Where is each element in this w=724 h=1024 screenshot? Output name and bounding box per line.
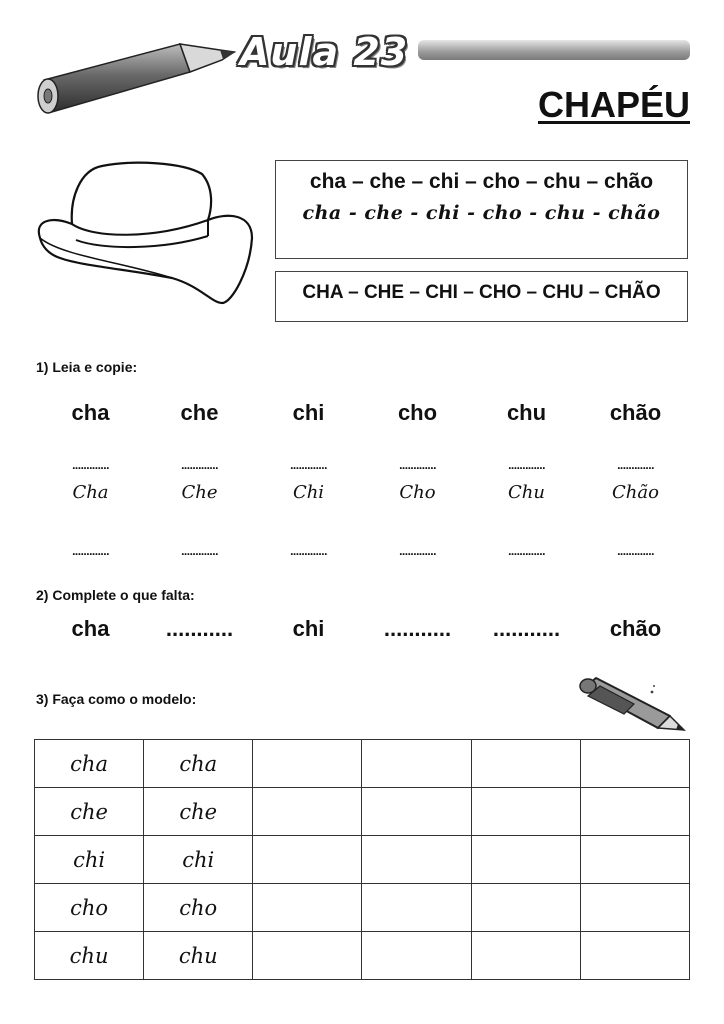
table-row: [35, 836, 690, 884]
model-cell: cha: [35, 740, 144, 788]
lowercase-syllables-box: [275, 160, 688, 259]
empty-cell[interactable]: [362, 788, 471, 836]
model-cell: che: [144, 788, 253, 836]
uppercase-syllables-box: [275, 271, 688, 322]
exercise-2-row: [36, 616, 690, 642]
complete-blank[interactable]: ...........: [165, 616, 234, 641]
uppercase-syllables-print: CHA – CHE – CHI – CHO – CHU – CHÃO: [302, 282, 661, 303]
model-copy-table: [34, 739, 690, 980]
table-row: [35, 788, 690, 836]
table-row: [35, 740, 690, 788]
empty-cell[interactable]: [362, 884, 471, 932]
empty-cell[interactable]: [471, 884, 580, 932]
lowercase-syllables-print: cha – che – chi – cho – chu – chão: [309, 170, 654, 193]
complete-item: chão: [609, 616, 662, 641]
empty-cell[interactable]: [471, 788, 580, 836]
complete-item: chi: [292, 616, 325, 641]
model-cell: cho: [144, 884, 253, 932]
model-cell: chu: [35, 932, 144, 980]
pen-icon: [574, 674, 686, 736]
table-row: [35, 932, 690, 980]
empty-cell[interactable]: [580, 788, 689, 836]
print-syllable: chu: [506, 400, 547, 425]
copy-blank[interactable]: .............: [508, 458, 545, 472]
model-cell: chu: [144, 932, 253, 980]
exercise-1-blank-row-2: [36, 544, 690, 558]
lowercase-syllables-cursive: cha - che - chi - cho - chu - chão: [302, 202, 661, 224]
exercise-1-title: 1) Leia e copie:: [36, 359, 138, 375]
empty-cell[interactable]: [471, 740, 580, 788]
copy-blank[interactable]: .............: [72, 458, 109, 472]
copy-blank[interactable]: .............: [617, 544, 654, 558]
table-row: [35, 884, 690, 932]
copy-blank[interactable]: .............: [290, 458, 327, 472]
complete-item: cha: [71, 616, 110, 641]
empty-cell[interactable]: [580, 740, 689, 788]
cursive-syllable: Cha: [72, 482, 109, 503]
empty-cell[interactable]: [253, 740, 362, 788]
lesson-title: Aula 23: [240, 30, 409, 74]
complete-blank[interactable]: ...........: [492, 616, 561, 641]
print-syllable: cha: [71, 400, 110, 425]
empty-cell[interactable]: [580, 836, 689, 884]
copy-blank[interactable]: .............: [399, 458, 436, 472]
empty-cell[interactable]: [253, 884, 362, 932]
copy-blank[interactable]: .............: [181, 458, 218, 472]
exercise-1-print-row: [36, 400, 690, 426]
copy-blank[interactable]: .............: [508, 544, 545, 558]
cursive-syllable: Che: [181, 482, 218, 503]
cursive-syllable: Chão: [612, 482, 659, 503]
empty-cell[interactable]: [253, 788, 362, 836]
copy-blank[interactable]: .............: [399, 544, 436, 558]
model-cell: chi: [144, 836, 253, 884]
cursive-syllable: Chu: [508, 482, 545, 503]
page-title: CHAPÉU: [537, 84, 690, 125]
print-syllable: chão: [609, 400, 662, 425]
cursive-syllable: Chi: [292, 482, 325, 503]
exercise-2-title: 2) Complete o que falta:: [36, 587, 195, 603]
print-syllable: che: [180, 400, 219, 425]
copy-blank[interactable]: .............: [181, 544, 218, 558]
empty-cell[interactable]: [362, 932, 471, 980]
exercise-1-cursive-row: [36, 482, 690, 503]
exercise-1-blank-row: [36, 458, 690, 472]
complete-blank[interactable]: ...........: [383, 616, 452, 641]
empty-cell[interactable]: [580, 932, 689, 980]
empty-cell[interactable]: [471, 932, 580, 980]
empty-cell[interactable]: [253, 836, 362, 884]
hat-illustration: [32, 158, 257, 308]
model-cell: chi: [35, 836, 144, 884]
copy-blank[interactable]: .............: [290, 544, 327, 558]
model-cell: cho: [35, 884, 144, 932]
model-cell: cha: [144, 740, 253, 788]
pencil-icon: [30, 30, 240, 125]
print-syllable: cho: [397, 400, 438, 425]
header-decorative-bar: [418, 40, 690, 60]
cursive-syllable: Cho: [399, 482, 436, 503]
exercise-3-title: 3) Faça como o modelo:: [36, 691, 197, 707]
model-cell: che: [35, 788, 144, 836]
empty-cell[interactable]: [253, 932, 362, 980]
empty-cell[interactable]: [362, 740, 471, 788]
copy-blank[interactable]: .............: [72, 544, 109, 558]
empty-cell[interactable]: [471, 836, 580, 884]
empty-cell[interactable]: [580, 884, 689, 932]
copy-blank[interactable]: .............: [617, 458, 654, 472]
empty-cell[interactable]: [362, 836, 471, 884]
print-syllable: chi: [292, 400, 325, 425]
